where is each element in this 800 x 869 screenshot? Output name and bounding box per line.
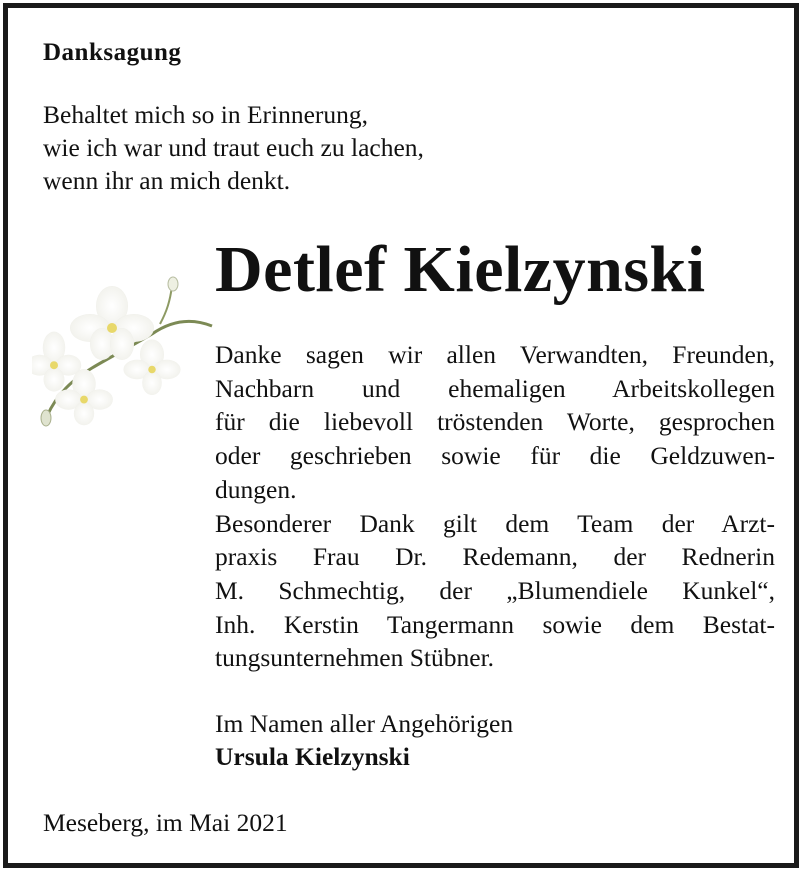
motto-line: wenn ihr an mich denkt. (43, 166, 291, 195)
thanks-line: oder geschrieben sowie für die Geldzuwen- (215, 441, 775, 471)
obituary-notice (3, 3, 799, 868)
signer-name: Ursula Kielzynski (215, 742, 410, 771)
signature-intro: Im Namen aller Angehörigen (215, 709, 514, 738)
notice-heading: Danksagung (43, 39, 182, 66)
motto-line: wie ich war und traut euch zu lachen, (43, 133, 424, 162)
motto-line: Behaltet mich so in Erinnerung, (43, 100, 369, 129)
thanks-line: Besonderer Dank gilt dem Team der Arzt- (215, 508, 775, 538)
deceased-name: Detlef Kielzynski (215, 233, 706, 306)
thanks-line: tungsunternehmen Stübner. (215, 643, 495, 673)
thanks-line: für die liebevoll tröstenden Worte, gesprochen (215, 407, 775, 437)
thanks-line: M. Schmechtig, der „Blumendiele Kunkel“, (215, 575, 775, 605)
thanks-text (215, 338, 775, 675)
thanks-line: dungen. (215, 474, 297, 504)
thanks-line: praxis Frau Dr. Redemann, der Rednerin (215, 542, 775, 572)
thanks-line: Danke sagen wir allen Verwandten, Freunden, (215, 340, 775, 369)
thanks-line: Inh. Kerstin Tangermann sowie dem Bestat- (215, 609, 775, 639)
motto-verse (43, 98, 424, 197)
orchid-illustration (32, 276, 217, 436)
thanks-line: Nachbarn und ehemaligen Arbeitskollegen (215, 373, 775, 403)
place-date: Meseberg, im Mai 2021 (43, 808, 288, 837)
